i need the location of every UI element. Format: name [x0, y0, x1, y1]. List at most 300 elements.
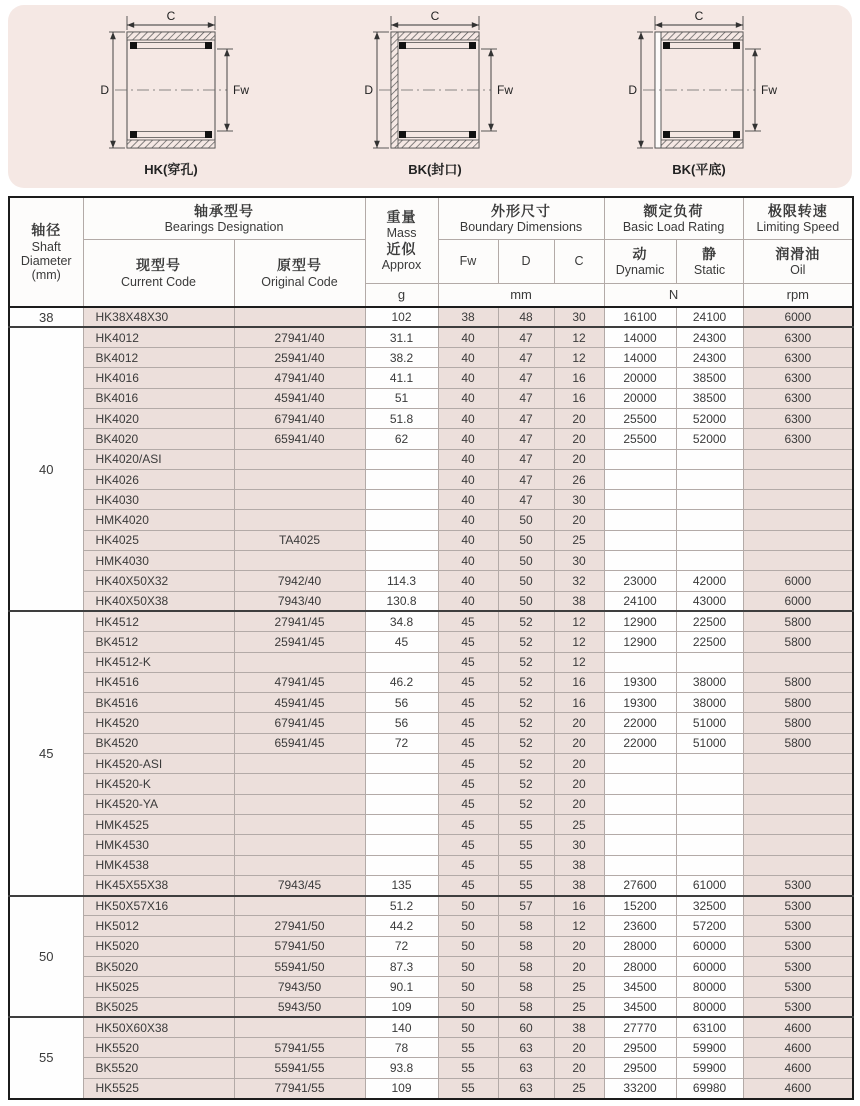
header-shaft-en1: Shaft — [31, 239, 61, 254]
cell-d: 47 — [498, 469, 554, 489]
cell-mass — [365, 490, 438, 510]
cell-static: 22500 — [676, 611, 743, 631]
cell-static: 52000 — [676, 408, 743, 428]
cell-dynamic: 22000 — [604, 733, 676, 753]
cell-fw: 40 — [438, 551, 498, 571]
cell-static: 57200 — [676, 916, 743, 936]
cell-oil: 6300 — [743, 348, 853, 368]
cell-c: 30 — [554, 307, 604, 327]
cell-mass: 51.8 — [365, 408, 438, 428]
cell-current-code: BK4012 — [83, 348, 234, 368]
shaft-group — [9, 307, 853, 327]
dim-fw-label: Fw — [233, 83, 249, 97]
cell-oil: 6300 — [743, 388, 853, 408]
cell-dynamic: 20000 — [604, 388, 676, 408]
cell-d: 50 — [498, 591, 554, 611]
cell-static: 42000 — [676, 571, 743, 591]
cell-original-code: 57941/55 — [234, 1038, 365, 1058]
cell-fw: 50 — [438, 896, 498, 916]
cell-dynamic — [604, 855, 676, 875]
cell-original-code: 67941/45 — [234, 713, 365, 733]
table-row — [9, 713, 853, 733]
cell-mass: 72 — [365, 733, 438, 753]
cell-c: 16 — [554, 388, 604, 408]
cell-original-code — [234, 855, 365, 875]
cell-dynamic — [604, 530, 676, 550]
cell-d: 52 — [498, 713, 554, 733]
cell-dynamic: 12900 — [604, 611, 676, 631]
cell-dynamic: 19300 — [604, 693, 676, 713]
cell-original-code: 57941/50 — [234, 936, 365, 956]
figure-label: BK(封口) — [408, 162, 462, 177]
cell-current-code: BK5025 — [83, 997, 234, 1017]
table-row — [9, 672, 853, 692]
table-row — [9, 1038, 853, 1058]
cell-current-code: HMK4030 — [83, 551, 234, 571]
cell-static: 38500 — [676, 388, 743, 408]
cell-d: 52 — [498, 754, 554, 774]
cell-static — [676, 449, 743, 469]
shaft-diameter-cell: 40 — [9, 327, 83, 611]
cell-oil: 5300 — [743, 875, 853, 895]
cell-d: 58 — [498, 936, 554, 956]
table-row — [9, 916, 853, 936]
cell-fw: 45 — [438, 652, 498, 672]
cell-d: 50 — [498, 530, 554, 550]
header-dynamic-en: Dynamic — [615, 262, 665, 277]
table-row — [9, 469, 853, 489]
cell-fw: 40 — [438, 368, 498, 388]
cell-original-code — [234, 510, 365, 530]
header-d-label: D — [521, 254, 531, 268]
cell-current-code: BK5520 — [83, 1058, 234, 1078]
bearing-cross-section-bk-sealed-icon — [324, 10, 536, 184]
cell-dynamic: 24100 — [604, 591, 676, 611]
cell-dynamic: 14000 — [604, 327, 676, 347]
cell-original-code: 7943/40 — [234, 591, 365, 611]
cell-current-code: HK45X55X38 — [83, 875, 234, 895]
shaft-diameter-cell: 38 — [9, 307, 83, 327]
cell-c: 16 — [554, 672, 604, 692]
cell-oil — [743, 835, 853, 855]
cell-dynamic — [604, 835, 676, 855]
cell-mass: 109 — [365, 997, 438, 1017]
cell-static — [676, 490, 743, 510]
cell-static: 32500 — [676, 896, 743, 916]
cell-d: 47 — [498, 368, 554, 388]
cell-static — [676, 814, 743, 834]
cell-original-code: 67941/40 — [234, 408, 365, 428]
cell-oil: 5800 — [743, 632, 853, 652]
table-row — [9, 571, 853, 591]
bearing-diagram-panel — [8, 5, 852, 188]
dim-c-label: C — [694, 10, 704, 23]
cell-current-code: BK4512 — [83, 632, 234, 652]
cell-original-code — [234, 490, 365, 510]
cell-oil: 5800 — [743, 713, 853, 733]
cell-d: 47 — [498, 490, 554, 510]
cell-original-code — [234, 835, 365, 855]
cell-original-code: 45941/45 — [234, 693, 365, 713]
dim-c-label: C — [166, 10, 176, 23]
cell-oil: 5300 — [743, 957, 853, 977]
cell-d: 50 — [498, 551, 554, 571]
table-row — [9, 754, 853, 774]
header-c — [554, 239, 604, 283]
cell-current-code: BK4016 — [83, 388, 234, 408]
table-header — [9, 197, 853, 307]
dim-d-label: D — [100, 83, 109, 97]
header-shaft-unit: (mm) — [31, 268, 61, 283]
cell-fw: 45 — [438, 672, 498, 692]
header-mass-en1: Mass — [386, 225, 417, 240]
header-static — [676, 239, 743, 283]
shaft-group — [9, 327, 853, 611]
header-oil — [743, 239, 853, 283]
cell-d: 60 — [498, 1017, 554, 1037]
cell-dynamic: 34500 — [604, 997, 676, 1017]
cell-current-code: BK4520 — [83, 733, 234, 753]
table-row — [9, 591, 853, 611]
cell-original-code — [234, 652, 365, 672]
table-row — [9, 348, 853, 368]
cell-mass: 38.2 — [365, 348, 438, 368]
header-shaft-diameter — [9, 197, 83, 307]
cell-current-code: HK4016 — [83, 368, 234, 388]
cell-oil: 5800 — [743, 672, 853, 692]
table-row — [9, 368, 853, 388]
cell-d: 63 — [498, 1058, 554, 1078]
cell-d: 47 — [498, 408, 554, 428]
cell-static — [676, 469, 743, 489]
cell-d: 52 — [498, 652, 554, 672]
shaft-diameter-cell: 50 — [9, 896, 83, 1018]
cell-dynamic: 27770 — [604, 1017, 676, 1037]
cell-fw: 55 — [438, 1038, 498, 1058]
cell-c: 26 — [554, 469, 604, 489]
cell-static: 61000 — [676, 875, 743, 895]
unit-mass-g: g — [365, 283, 438, 307]
cell-mass: 140 — [365, 1017, 438, 1037]
cell-d: 52 — [498, 774, 554, 794]
table-row — [9, 774, 853, 794]
cell-dynamic — [604, 794, 676, 814]
cell-current-code: HK50X60X38 — [83, 1017, 234, 1037]
header-oil-en: Oil — [790, 262, 806, 277]
cell-mass: 130.8 — [365, 591, 438, 611]
cell-c: 20 — [554, 429, 604, 449]
cell-current-code: BK5020 — [83, 957, 234, 977]
cell-c: 16 — [554, 693, 604, 713]
cell-d: 47 — [498, 429, 554, 449]
cell-oil: 6000 — [743, 571, 853, 591]
cell-static: 38500 — [676, 368, 743, 388]
cell-c: 16 — [554, 368, 604, 388]
cell-original-code: 55941/55 — [234, 1058, 365, 1078]
cell-fw: 50 — [438, 936, 498, 956]
cell-c: 20 — [554, 733, 604, 753]
cell-oil: 5300 — [743, 936, 853, 956]
cell-mass — [365, 449, 438, 469]
cell-oil: 5300 — [743, 896, 853, 916]
cell-d: 58 — [498, 977, 554, 997]
cell-d: 52 — [498, 672, 554, 692]
cell-c: 12 — [554, 348, 604, 368]
cell-dynamic: 25500 — [604, 429, 676, 449]
cell-dynamic: 33200 — [604, 1078, 676, 1098]
table-row — [9, 997, 853, 1017]
cell-d: 63 — [498, 1038, 554, 1058]
cell-original-code: 65941/45 — [234, 733, 365, 753]
figure-label: HK(穿孔) — [144, 162, 198, 177]
cell-c: 20 — [554, 936, 604, 956]
cell-c: 30 — [554, 490, 604, 510]
cell-original-code — [234, 794, 365, 814]
cell-mass — [365, 774, 438, 794]
table-row — [9, 490, 853, 510]
shaft-diameter-cell: 55 — [9, 1017, 83, 1098]
cell-mass: 87.3 — [365, 957, 438, 977]
cell-static: 43000 — [676, 591, 743, 611]
cell-current-code: HK5520 — [83, 1038, 234, 1058]
cell-d: 52 — [498, 611, 554, 631]
bearing-cross-section-bk-flat-icon — [588, 10, 800, 184]
cell-c: 12 — [554, 611, 604, 631]
header-designation-en: Bearings Designation — [164, 220, 284, 235]
header-load-en: Basic Load Rating — [622, 220, 725, 235]
cell-fw: 50 — [438, 977, 498, 997]
cell-mass: 109 — [365, 1078, 438, 1098]
header-limiting-speed — [743, 197, 853, 239]
cell-static — [676, 510, 743, 530]
header-current-en: Current Code — [120, 274, 197, 289]
cell-current-code: HK5525 — [83, 1078, 234, 1098]
cell-static — [676, 855, 743, 875]
header-boundary-dimensions — [438, 197, 604, 239]
unit-dimensions-mm: mm — [438, 283, 604, 307]
cell-static: 60000 — [676, 957, 743, 977]
header-boundary-en: Boundary Dimensions — [459, 220, 583, 235]
cell-fw: 45 — [438, 855, 498, 875]
cell-fw: 45 — [438, 774, 498, 794]
table-row — [9, 551, 853, 571]
cell-current-code: HMK4530 — [83, 835, 234, 855]
cell-dynamic — [604, 814, 676, 834]
cell-oil: 5300 — [743, 977, 853, 997]
table-row — [9, 510, 853, 530]
cell-fw: 40 — [438, 530, 498, 550]
cell-mass: 46.2 — [365, 672, 438, 692]
dim-d-label: D — [364, 83, 373, 97]
dim-fw-label: Fw — [497, 83, 513, 97]
header-oil-zh: 润滑油 — [775, 245, 821, 262]
cell-dynamic: 14000 — [604, 348, 676, 368]
cell-original-code — [234, 774, 365, 794]
cell-dynamic — [604, 754, 676, 774]
cell-mass: 31.1 — [365, 327, 438, 347]
cell-c: 25 — [554, 1078, 604, 1098]
cell-original-code — [234, 469, 365, 489]
cell-c: 20 — [554, 408, 604, 428]
header-speed-zh: 极限转速 — [767, 202, 828, 219]
cell-original-code — [234, 896, 365, 916]
cell-static — [676, 551, 743, 571]
cell-mass: 135 — [365, 875, 438, 895]
table-row — [9, 957, 853, 977]
cell-original-code: TA4025 — [234, 530, 365, 550]
cell-dynamic — [604, 510, 676, 530]
cell-current-code: BK4516 — [83, 693, 234, 713]
header-current-code — [83, 239, 234, 307]
cell-oil: 4600 — [743, 1017, 853, 1037]
cell-mass: 72 — [365, 936, 438, 956]
cell-fw: 45 — [438, 754, 498, 774]
cell-dynamic: 23000 — [604, 571, 676, 591]
dim-d-label: D — [628, 83, 637, 97]
cell-original-code — [234, 449, 365, 469]
cell-fw: 40 — [438, 510, 498, 530]
cell-oil: 4600 — [743, 1038, 853, 1058]
table-row — [9, 1017, 853, 1037]
cell-original-code: 27941/40 — [234, 327, 365, 347]
header-load-zh: 额定负荷 — [643, 202, 704, 219]
cell-mass: 51 — [365, 388, 438, 408]
header-d — [498, 239, 554, 283]
unit-speed-rpm: rpm — [743, 283, 853, 307]
cell-original-code: 27941/50 — [234, 916, 365, 936]
cell-dynamic: 12900 — [604, 632, 676, 652]
cell-fw: 40 — [438, 449, 498, 469]
cell-original-code: 47941/45 — [234, 672, 365, 692]
cell-fw: 45 — [438, 835, 498, 855]
cell-d: 55 — [498, 835, 554, 855]
cell-mass: 34.8 — [365, 611, 438, 631]
cell-mass — [365, 794, 438, 814]
cell-fw: 55 — [438, 1058, 498, 1078]
unit-load-n: N — [604, 283, 743, 307]
cell-original-code: 47941/40 — [234, 368, 365, 388]
table-row — [9, 307, 853, 327]
cell-current-code: HK4020 — [83, 408, 234, 428]
cell-static: 80000 — [676, 977, 743, 997]
cell-dynamic: 34500 — [604, 977, 676, 997]
cell-d: 55 — [498, 875, 554, 895]
cell-d: 48 — [498, 307, 554, 327]
header-designation — [83, 197, 365, 239]
cell-d: 58 — [498, 916, 554, 936]
cell-original-code: 7942/40 — [234, 571, 365, 591]
cell-current-code: HMK4525 — [83, 814, 234, 834]
cell-c: 20 — [554, 1058, 604, 1078]
cell-fw: 50 — [438, 957, 498, 977]
cell-fw: 50 — [438, 997, 498, 1017]
cell-fw: 40 — [438, 469, 498, 489]
cell-current-code: HK50X57X16 — [83, 896, 234, 916]
header-fw-label: Fw — [459, 254, 477, 268]
cell-c: 38 — [554, 875, 604, 895]
cell-oil: 5800 — [743, 733, 853, 753]
cell-static: 59900 — [676, 1038, 743, 1058]
header-mass — [365, 197, 438, 283]
header-shaft-zh: 轴径 — [31, 222, 62, 239]
cell-mass: 44.2 — [365, 916, 438, 936]
cell-oil: 4600 — [743, 1078, 853, 1098]
cell-c: 12 — [554, 652, 604, 672]
cell-dynamic: 20000 — [604, 368, 676, 388]
dim-fw-label: Fw — [761, 83, 777, 97]
cell-static — [676, 774, 743, 794]
table-row — [9, 814, 853, 834]
cell-mass — [365, 469, 438, 489]
cell-fw: 38 — [438, 307, 498, 327]
cell-fw: 45 — [438, 693, 498, 713]
cell-oil: 5800 — [743, 693, 853, 713]
cell-oil: 6000 — [743, 307, 853, 327]
cell-static: 52000 — [676, 429, 743, 449]
cell-c: 25 — [554, 530, 604, 550]
table-row — [9, 429, 853, 449]
cell-dynamic: 23600 — [604, 916, 676, 936]
cell-c: 16 — [554, 896, 604, 916]
cell-fw: 45 — [438, 733, 498, 753]
header-fw — [438, 239, 498, 283]
table-row — [9, 977, 853, 997]
cell-static: 38000 — [676, 693, 743, 713]
cell-dynamic — [604, 490, 676, 510]
cell-mass: 45 — [365, 632, 438, 652]
cell-original-code: 5943/50 — [234, 997, 365, 1017]
cell-c: 20 — [554, 1038, 604, 1058]
cell-c: 20 — [554, 794, 604, 814]
table-row — [9, 1078, 853, 1098]
bearing-spec-table — [8, 196, 854, 1100]
header-mass-zh2: 近似 — [386, 241, 417, 258]
cell-original-code: 55941/50 — [234, 957, 365, 977]
cell-d: 52 — [498, 794, 554, 814]
cell-c: 20 — [554, 510, 604, 530]
cell-oil: 6000 — [743, 591, 853, 611]
cell-oil — [743, 754, 853, 774]
cell-dynamic: 27600 — [604, 875, 676, 895]
header-speed-en: Limiting Speed — [756, 220, 840, 235]
cell-oil: 6300 — [743, 408, 853, 428]
header-dynamic-zh: 动 — [632, 245, 648, 262]
cell-d: 47 — [498, 327, 554, 347]
cell-d: 57 — [498, 896, 554, 916]
cell-oil: 6300 — [743, 327, 853, 347]
table-row — [9, 1058, 853, 1078]
cell-mass: 51.2 — [365, 896, 438, 916]
cell-mass: 102 — [365, 307, 438, 327]
table-row — [9, 875, 853, 895]
table-row — [9, 652, 853, 672]
cell-d: 50 — [498, 510, 554, 530]
cell-current-code: HK4030 — [83, 490, 234, 510]
cell-mass — [365, 510, 438, 530]
cell-original-code: 77941/55 — [234, 1078, 365, 1098]
cell-current-code: HMK4020 — [83, 510, 234, 530]
cell-fw: 50 — [438, 916, 498, 936]
table-row — [9, 855, 853, 875]
cell-current-code: HK5025 — [83, 977, 234, 997]
cell-fw: 40 — [438, 348, 498, 368]
cell-current-code: HK4012 — [83, 327, 234, 347]
cell-c: 30 — [554, 835, 604, 855]
cell-dynamic: 16100 — [604, 307, 676, 327]
cell-mass: 41.1 — [365, 368, 438, 388]
cell-original-code: 7943/45 — [234, 875, 365, 895]
cell-current-code: HK4026 — [83, 469, 234, 489]
